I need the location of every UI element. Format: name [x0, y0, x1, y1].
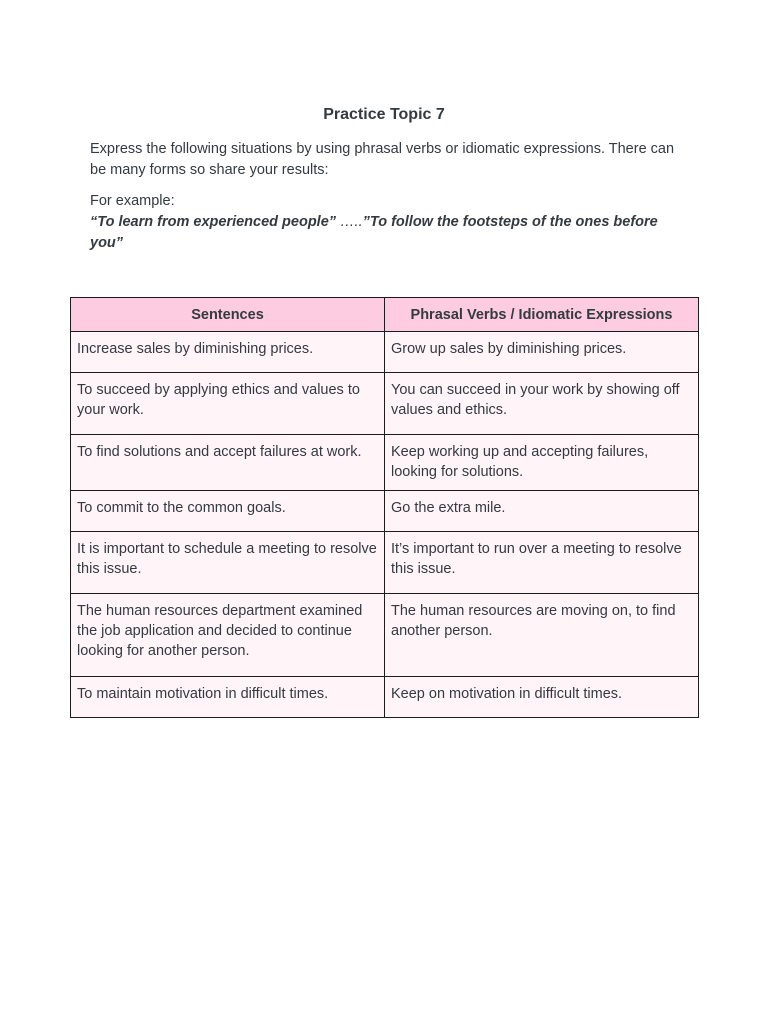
table-row: [71, 532, 699, 594]
header-phrasal-verbs: Phrasal Verbs / Idiomatic Expressions: [385, 298, 699, 332]
instructions-text: Express the following situations by using phrasal verbs or idiomatic expressions. There can be many forms so share your results:: [90, 141, 675, 178]
sentence-cell: To find solutions and accept failures at work.: [71, 435, 385, 491]
example-phrase-original: “To learn from experienced people”: [90, 214, 337, 230]
page-title: Practice Topic 7: [323, 106, 445, 123]
sentence-cell: To succeed by applying ethics and values to your work.: [71, 373, 385, 435]
example-label: For example:: [90, 193, 175, 209]
table-row: [71, 677, 699, 718]
table-row: [71, 491, 699, 532]
sentence-cell: The human resources department examined the job application and decided to continue looking for another person.: [71, 594, 385, 677]
sentence-cell: To maintain motivation in difficult times.: [71, 677, 385, 718]
example-separator: …..: [336, 214, 363, 230]
expression-cell: Grow up sales by diminishing prices.: [385, 332, 699, 373]
example-text: [90, 212, 690, 254]
header-sentences: Sentences: [71, 298, 385, 332]
table-header-row: [71, 298, 699, 332]
expression-cell: Go the extra mile.: [385, 491, 699, 532]
expression-cell: Keep working up and accepting failures, looking for solutions.: [385, 435, 699, 491]
table-row: [71, 594, 699, 677]
expression-cell: You can succeed in your work by showing off values and ethics.: [385, 373, 699, 435]
example-phrase-idiom: ”To follow the footsteps of the ones before you”: [90, 214, 658, 251]
practice-table: [70, 297, 699, 718]
table-row: [71, 435, 699, 491]
table-row: [71, 332, 699, 373]
expression-cell: It’s important to run over a meeting to resolve this issue.: [385, 532, 699, 594]
expression-cell: Keep on motivation in difficult times.: [385, 677, 699, 718]
sentence-cell: To commit to the common goals.: [71, 491, 385, 532]
sentence-cell: Increase sales by diminishing prices.: [71, 332, 385, 373]
sentence-cell: It is important to schedule a meeting to resolve this issue.: [71, 532, 385, 594]
expression-cell: The human resources are moving on, to find another person.: [385, 594, 699, 677]
table-row: [71, 373, 699, 435]
